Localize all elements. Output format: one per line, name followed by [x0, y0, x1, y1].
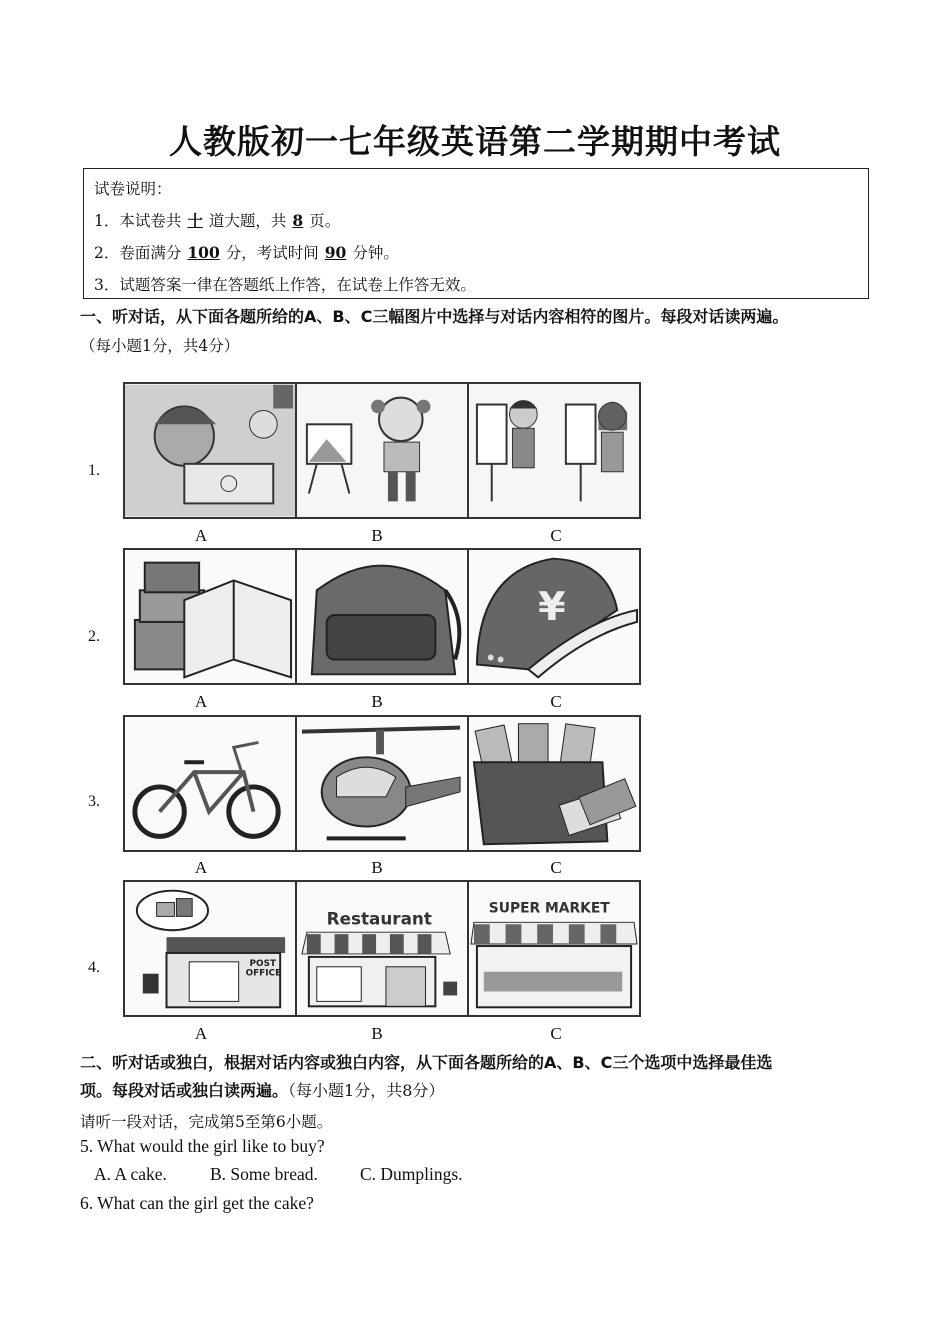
page-title: 人教版初一七年级英语第二学期期中考试: [169, 122, 781, 161]
restaurant-sign: Restaurant: [326, 908, 432, 929]
section1-heading: 一、听对话，从下面各题所给的A、B、C三幅图片中选择与对话内容相符的图片。每段对话读两遍。: [80, 307, 789, 326]
option-label-c: C: [550, 858, 562, 877]
question-number: 2.: [88, 628, 100, 645]
post-office-sign: POST: [249, 958, 277, 969]
question-6: 6. What can the girl get the cake?: [80, 1193, 314, 1213]
question-number: 1.: [88, 462, 100, 479]
section2-heading-line2: [80, 1078, 444, 1104]
option-label-a: A: [194, 692, 208, 711]
question-5: 5. What would the girl like to buy?: [80, 1136, 325, 1156]
option-b[interactable]: B. Some bread.: [210, 1164, 318, 1184]
picture-boy-drawing[interactable]: [125, 384, 297, 517]
option-a[interactable]: A. A cake.: [94, 1164, 167, 1184]
text: 分，考试时间: [225, 244, 319, 262]
instruction-line-1: [94, 205, 858, 237]
post-office-sign-2: OFFICE: [245, 968, 282, 979]
picture-two-children-painting[interactable]: [469, 384, 639, 517]
picture-supermarket[interactable]: [469, 882, 639, 1015]
question-number: 4.: [88, 959, 100, 976]
supermarket-sign: SUPER MARKET: [488, 900, 610, 917]
svg-text:¥: ¥: [538, 583, 566, 630]
text: 页。: [309, 212, 341, 230]
blank-pages: 8: [292, 211, 304, 230]
text: 道大题，共: [208, 212, 287, 230]
option-label-a: A: [194, 1024, 208, 1043]
picture-girl-painting[interactable]: [297, 384, 469, 517]
picture-bicycle[interactable]: [125, 717, 297, 850]
text: 2．卷面满分: [94, 244, 182, 262]
option-label-b: B: [371, 692, 383, 711]
exam-instructions-box: [83, 168, 869, 299]
picture-wallet[interactable]: [469, 717, 639, 850]
blank-score: 100: [187, 243, 220, 262]
picture-post-office[interactable]: [125, 882, 297, 1015]
section2-points: （每小题1分，共8分）: [288, 1081, 445, 1100]
option-label-c: C: [550, 526, 562, 545]
picture-helicopter[interactable]: [297, 717, 469, 850]
section1-points: （每小题1分，共4分）: [80, 337, 240, 355]
instructions-heading: 试卷说明：: [94, 180, 172, 198]
option-label-a: A: [194, 526, 208, 545]
picture-row-1: [123, 382, 641, 519]
option-label-a: A: [194, 858, 208, 877]
picture-row-4: [123, 880, 641, 1017]
instruction-line-2: [94, 237, 858, 269]
option-label-b: B: [371, 526, 383, 545]
picture-row-2: [123, 548, 641, 685]
picture-books[interactable]: [125, 550, 297, 683]
picture-cap[interactable]: [469, 550, 639, 683]
text: 分钟。: [352, 244, 399, 262]
picture-backpack[interactable]: [297, 550, 469, 683]
option-label-c: C: [550, 692, 562, 711]
blank-time: 90: [324, 243, 347, 262]
picture-row-3: [123, 715, 641, 852]
option-label-b: B: [371, 1024, 383, 1043]
option-label-c: C: [550, 1024, 562, 1043]
question-5-options: [94, 1164, 463, 1185]
instruction-line-3: 3．试题答案一律在答题纸上作答，在试卷上作答无效。: [94, 276, 476, 294]
picture-restaurant[interactable]: [297, 882, 469, 1015]
question-number: 3.: [88, 793, 100, 810]
section2-heading-text: 项。每段对话或独白读两遍。: [80, 1081, 289, 1100]
text: 1．本试卷共: [94, 212, 182, 230]
section2-instruction: 请听一段对话，完成第5至第6小题。: [80, 1113, 333, 1131]
option-label-b: B: [371, 858, 383, 877]
option-c[interactable]: C. Dumplings.: [360, 1164, 463, 1184]
section2-heading-line1: 二、听对话或独白，根据对话内容或独白内容，从下面各题所给的A、B、C三个选项中选择最佳选: [80, 1053, 773, 1072]
blank-sections: 十: [187, 211, 203, 230]
